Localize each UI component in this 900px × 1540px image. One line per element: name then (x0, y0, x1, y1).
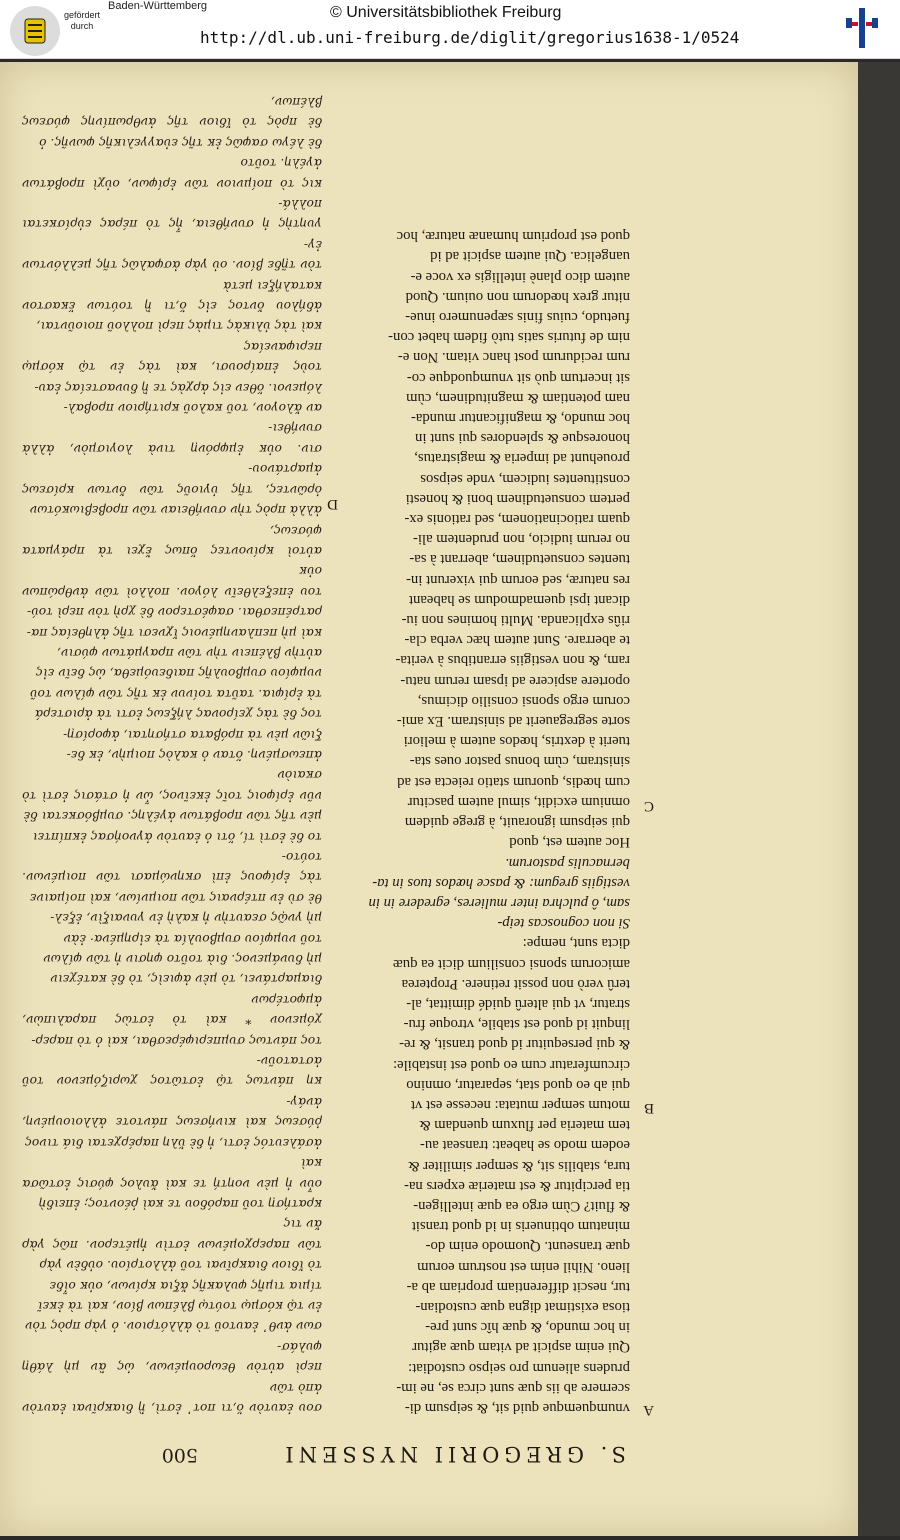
latin-line: minatum obtinueris in id quod transit (411, 1218, 630, 1235)
latin-line: & fluit? Cùm ergo ea quæ intelligen- (413, 1197, 630, 1214)
latin-line: quod est proprium humanæ naturæ, hoc (396, 228, 630, 245)
latin-line: tura, stabilis sit, & semper similiter & (408, 1157, 630, 1174)
latin-line: tuerit à dextris, hœdos autem à meliori (403, 733, 630, 750)
latin-line: qui ab eo quod stat, separatur, omnino (406, 1076, 630, 1093)
copyright-notice: © Universitätsbibliothek Freiburg (330, 4, 562, 21)
greek-line: αὐτοὶ κρίνοντες ὅπως ἔχει τὰ πράγματα φύσεως, (22, 523, 322, 558)
greek-line: μὴ δυνάμενος. διὰ τοῦτο φησιν ἡ τῶν φίλων (43, 952, 322, 967)
latin-line: dicant ipsi quemadmodum se habeant (408, 591, 630, 608)
greek-line: διαμαρτάνει, τὸ μὲν ἀφιεὶς, τὸ δὲ κατέχειν (50, 972, 322, 987)
greek-line: οὖν ἡ μὲν νοητή τε καὶ ἄυλος φύσις ἑστῶσα καὶ (22, 1156, 322, 1191)
greek-line: μὲν τῆς τῶν προβάτων ἀγέλης. συμβόσκεται δὲ (23, 809, 322, 824)
latin-line: omnium excidit, simul autem pascitur (407, 793, 630, 810)
latin-line: scernere ab iis quæ sunt circa se, ne im- (396, 1379, 630, 1396)
latin-line: prudens alienum pro seipso custodiat: (408, 1359, 630, 1376)
latin-line: sam, ô pulchra inter mulieres, egredere in in (368, 894, 630, 911)
latin-line: Qui enim aspicit ad vitam quæ agitur (412, 1339, 630, 1356)
latin-text-column (338, 226, 630, 1418)
greek-line: κη πάντως τῷ ἑστῶτος χωριζόμενον τοῦ ἀστατοῦν- (22, 1054, 322, 1089)
document-url[interactable]: http://dl.ub.uni-freiburg.de/diglit/gregorius1638-1/0524 (200, 28, 740, 47)
margin-letter-c: C (643, 798, 654, 814)
latin-line: honoresque & splendores qui sunt in (415, 430, 630, 447)
latin-line: tiosa existimat digna quæ custodian- (415, 1298, 630, 1315)
latin-line: vnumquemque quid sit, & seipsum di- (404, 1400, 630, 1416)
greek-line: σων ἀνθ᾽ ἑαυτοῦ τὸ ἀλλότριον. ὁ γὰρ πρὸς τὸν (24, 1319, 322, 1334)
latin-line: te aberrare. Sunt autem hæc verba cla- (404, 632, 630, 649)
rotated-page-content (0, 62, 858, 1536)
greek-line: τὸ ἴδιον διακρῖναι τοῦ ἀλλοτρίου. οὐδὲν γὰρ (39, 1258, 322, 1273)
margin-letter-d: D (327, 496, 338, 512)
latin-line: lieno. Nihil enim est nostrum eorum (417, 1258, 630, 1275)
latin-line: terû verò non possit retinere. Propterea (401, 975, 630, 992)
funded-by-label: gefördert durch (63, 10, 101, 31)
latin-line: ram, & non vestigiis errantibus à verita- (395, 652, 630, 669)
latin-line: sinistram, cùm bonus pastor oues sta- (409, 753, 630, 770)
baden-wuerttemberg-coat-of-arms-icon (10, 6, 60, 56)
greek-line: το δὲ ἐστὶ τί, ὅτι ὁ ἑαυτὸν ἀγνοήσας ἐκπίπτει (32, 829, 322, 844)
greek-line: ἀλλὰ πρὸς τὴν συνήθειαν τῶν προβεβιωκότων (29, 503, 322, 518)
latin-line: uangelica. Qui autem aspicit ad id (430, 248, 630, 265)
greek-line: ρατρέπεσθαι. σαφέστερον δὲ χρὴ τὸν περὶ τού- (26, 605, 322, 620)
latin-line: quæ transeunt. Quomodo enim do- (425, 1238, 630, 1255)
greek-line: τῶν παρερχομένων ἐστὶν ἡμέτερον. πῶς γὰρ ἄν τις (22, 1217, 322, 1252)
greek-line: ξιῶν μὲν τὰ πρόβατα στήσηται, ἀφορίσῃ- (62, 727, 322, 742)
greek-line: τὰ ἐρίφια. ταῦτα τοίνυν ἐκ τῆς τῶν φίλων τοῦ (29, 686, 322, 701)
latin-line: corum ergo sponsi consilio dicimus, (417, 692, 630, 709)
latin-line: cum hœdis, quorum statio reiecta est ad (397, 773, 630, 790)
latin-line: constituentes iudicem, vnde seipsos (420, 470, 630, 487)
greek-line: καὶ μὴ πεπλανημένοις ἴχνεσι τῆς ἀληθείας πα- (26, 625, 322, 640)
latin-line: tur, nescit differentiam propriam ab a- (406, 1278, 630, 1295)
greek-text-column (22, 92, 322, 1418)
state-name: Baden-Württemberg (108, 0, 208, 12)
greek-line: λόμενοι. ὅθεν εἰς ἀρχὰς τε ἢ δυναστείας ἑαυ- (34, 380, 322, 395)
latin-line: dicta sunt, nempe: (522, 935, 630, 952)
latin-line: pertem consuetudinem boni & honesti (405, 490, 630, 507)
scanned-book-page (0, 62, 858, 1536)
greek-line: νυμφίου συμβουλῆς παιδευόμεθα, ὡς δεῖν εἰς (35, 666, 322, 681)
latin-line: & qui persequitur id quod transit, & re- (399, 1036, 630, 1053)
greek-line: αν ἄλογον, τοῦ καλοῦ κριτήριον προβαλ- (63, 401, 322, 416)
greek-line: δὲ λέγω σαφῶς ἐκ τῆς εὐαγγελικῆς φωνῆς. ὁ (39, 135, 322, 150)
greek-line: τὸν τῇδε βίον. οὐ γὰρ ἀσφαλῶς τῆς μελλόντων ἐγ- (22, 237, 322, 273)
latin-line: autem dico planè intelligis ex voce e- (410, 268, 630, 285)
margin-letter-b: B (643, 1100, 654, 1116)
greek-line: τοῦ νυμφίου συμβουλία τὰ εἰρημένα· ἐὰν (63, 931, 322, 946)
latin-line: hoc mundo, & magnificantur munda- (410, 410, 630, 427)
greek-line: τος δὲ τὰς χείρονας λήξεως ἐστι τὰ ἀριστερά (34, 707, 322, 722)
greek-line: κρατήσῃ τοῦ παρόδου τε καὶ ῥέοντος; ἐπειδὴ (38, 1196, 322, 1211)
greek-line: τοὺς ἐπαίρουσι, καὶ τὰς ἐν τῷ κόσμῳ περιφανείας (22, 339, 322, 375)
latin-line: oportere aspicere ad ipsam rerum natu- (400, 672, 630, 689)
greek-line: καὶ τὰς ὑλικὰς τιμὰς περὶ πολλοῦ ποιοῦνται, (36, 319, 322, 334)
latin-line: linquit id quod est stabile, vtroque fru- (403, 1016, 630, 1033)
latin-line: tia percipitur & est materiæ expers na- (404, 1177, 630, 1194)
latin-line: bernaculis pastorum. (505, 854, 630, 871)
running-title: S. GREGORII NYSSENI (280, 1442, 626, 1466)
latin-line: fuetudo, cuius finis sæpenumero inue- (405, 309, 630, 326)
latin-line: quam ratiocinationem, sed rationis ex- (404, 511, 630, 528)
latin-line: circumferatur cum eo quod est instabile: (393, 1056, 630, 1073)
latin-line: vestigiis gregum: & pasce hœdos tuos in ta- (372, 874, 630, 891)
latin-line: stratur, vt qui alterû quidé dimittat, al- (406, 995, 630, 1012)
page-edge-shadow (858, 62, 900, 1536)
greek-line: ἀσάλευτός ἐστι, ἡ δὲ ὕλη παρέρχεται διά τινος (24, 1135, 322, 1150)
greek-line: ὁρῶντες, τῆς ὑγιοῦς τῶν ὄντων κρίσεως ἀμαρτάνου- (22, 462, 322, 497)
greek-line: σιν. οὐκ ἐμφρόνῃ τινὰ λογισμὸν, ἀλλὰ συνήθει- (22, 421, 322, 456)
greek-line: περὶ αὐτὸν θεωρουμένων, ὡς ἂν μὴ λάθῃ φυλάσ- (22, 1339, 322, 1375)
viewer-banner (0, 0, 900, 59)
greek-line: θὲ σὺ ἐν πτέρναις τῶν ποιμνίων, καὶ ποίμαινε (29, 890, 322, 905)
latin-line: amicorum sponsi consilium dicit ea quæ (392, 955, 630, 972)
latin-line: nam potentiam & magnitudinem, cùm (406, 389, 630, 406)
lions-emblem-icon (15, 11, 55, 51)
greek-line: ἐν τῷ κόσμῳ τούτῳ βλέπων βίον, καὶ τὰ ἐκεῖ (37, 1298, 322, 1313)
latin-line: in hoc mundo, & quæ hîc sunt pre- (425, 1319, 630, 1336)
greek-line: τίμια τιμῆς φυλακῆς ἄξια κρίνων, οὐκ οἶδε (49, 1278, 322, 1293)
margin-letter-a: A (643, 1402, 654, 1418)
latin-line: Si non cognoscas teip- (497, 915, 630, 932)
greek-line: μὴ γνῷς σεαυτὴν ἡ καλὴ ἐν γυναιξὶν, ἐξελ- (50, 911, 322, 926)
folio-number: 500 (161, 1444, 198, 1466)
greek-line: αὐτὴν βλέπειν τὴν τῶν πραγμάτων φύσιν, (56, 645, 322, 660)
latin-line: rum recidurum post hanc vitam. Non e- (397, 349, 630, 366)
latin-line: riûs explicanda. Multi homines non iu- (401, 612, 630, 629)
greek-line: νῦν ἐρίφοις τοῖς ἐκεῖνος, ὧν ἡ στάσις ἐστὶ τὸ σκαιὸν (22, 768, 322, 803)
latin-line: eodem modo se habeat: transeat au- (419, 1137, 630, 1154)
greek-line: τὰς ἐρίφους ἐπὶ σκηνώμασι τῶν ποιμένων. τούτο- (22, 850, 322, 885)
university-library-logo-icon (838, 4, 886, 52)
greek-line: ἀπεωσμένη. ὅταν ὁ καλὸς ποιμὴν, ἐκ δε- (66, 748, 322, 762)
latin-line: sorte segregauerit ad sinistram. Ex ami- (396, 713, 630, 730)
greek-line: τος πάντως συμπεριφέρεσθαι, καὶ ὁ τὸ παρερ- (31, 1033, 322, 1048)
latin-line: tuentes consuetudinem, aberrant à sa- (409, 551, 630, 568)
latin-line: no rerum iudicio, non prudentem ali- (413, 531, 630, 548)
latin-line: tem materia per fluxum quendam & (419, 1117, 630, 1134)
latin-line: qui seipsum ignorauit, à grege quidem (404, 814, 630, 831)
greek-line: χόμενον * καὶ τὸ ἑστὼς παραλιπὼν, ἀμφοτέρων (22, 992, 322, 1028)
latin-line: Hoc autem est, quod (509, 834, 630, 851)
latin-line: nim de futuris satis tutò fidem habet con- (388, 329, 630, 346)
greek-line: σου ἑαυτὸν ὅ,τι ποτ᾽ ἐστὶ, ἢ διακρῖναι ἑαυτὸν ἀπὸ τῶν (22, 1380, 322, 1415)
greek-line: ἀδήλου ὄντος εἰς ὅ,τι ἢ τούτων ἕκαστον καταλήξει μετὰ (22, 278, 322, 314)
greek-line: του ἐπεξελθεῖν λόγον. πολλοὶ τῶν ἀνθρώπων οὐκ (22, 564, 322, 599)
latin-line: res naturæ, sed eorum qui vixerunt in- (406, 571, 630, 588)
greek-line: δὲ πρὸς τὸ ἴδιον τῆς ἀνθρωπίνης φύσεως βλέπων, (22, 95, 322, 130)
latin-line: motum semper mutata: necesse est vt (410, 1096, 630, 1113)
latin-line: prouehunt ad imperia & magistratus, (414, 450, 630, 467)
latin-line: nitur grex hœdorum non ouium. Quod (405, 288, 630, 305)
greek-line: ῥύσεως καὶ κινήσεως πάντοτε ἀλλοιουμένη, ἀνάγ- (22, 1094, 322, 1130)
latin-line: sit incertum quò sit vnumquodque co- (406, 369, 630, 386)
greek-line: κις τὸ ποίμνιον τῶν ἐρίφων, οὐχὶ προβάτων ἀγέλη. τοῦτο (22, 156, 322, 191)
greek-line: γυητὴς ἡ συνήθεια, ἧς τὸ πέρας εὑρίσκεται πολλά- (22, 197, 322, 232)
